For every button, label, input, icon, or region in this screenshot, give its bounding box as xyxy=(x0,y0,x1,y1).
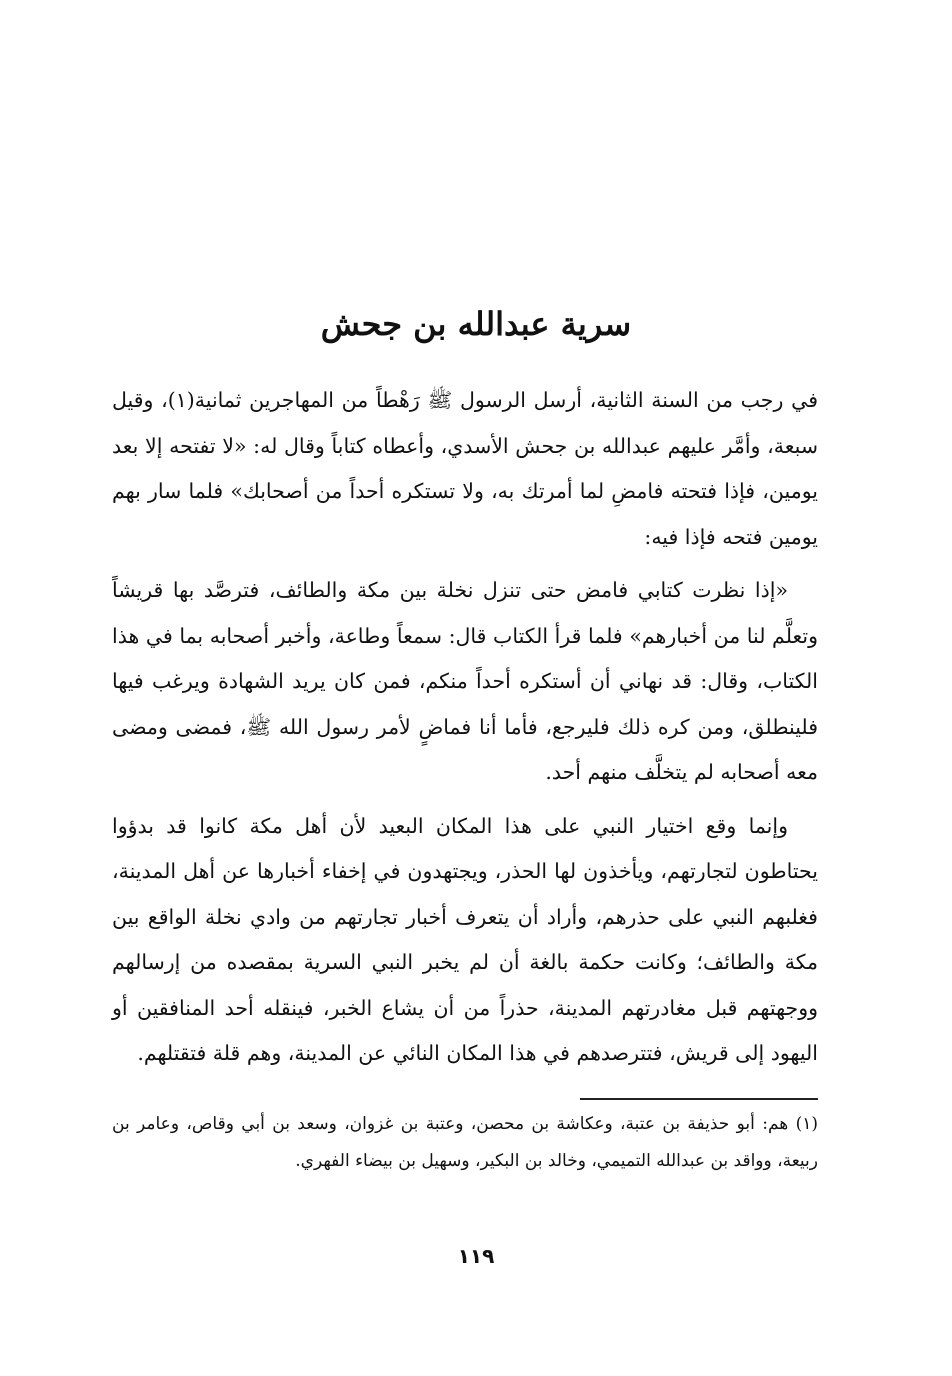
body-text xyxy=(112,378,818,1077)
footnote: (١) هم: أبو حذيفة بن عتبة، وعكاشة بن محصن، وعتبة بن غزوان، وسعد بن أبي وقاص، وعامر بن ربيعة، وواقد بن عبدالله التميمي، وخالد بن البكير، وسهيل بن بيضاء الفهري. xyxy=(112,1114,818,1171)
footnote-divider xyxy=(580,1098,818,1100)
page-number: ١١٩ xyxy=(457,1244,495,1268)
paragraph-1: في رجب من السنة الثانية، أرسل الرسول ﷺ رَهْطاً من المهاجرين ثمانية(١)، وقيل سبعة، وأمَّر عليهم عبدالله بن جحش الأسدي، وأعطاه كتاباً وقال له: «لا تفتحه إلا بعد يومين، فإذا فتحته فامضِ لما أمرتك به، ولا تستكره أحداً من أصحابك» فلما سار بهم يومين فتحه فإذا فيه: xyxy=(112,388,818,549)
paragraph-3: وإنما وقع اختيار النبي على هذا المكان البعيد لأن أهل مكة كانوا قد بدؤوا يحتاطون لتجارتهم، ويأخذون لها الحذر، ويجتهدون في إخفاء أخبارها عن أهل المدينة، فغلبهم النبي على حذرهم، وأراد أن يتعرف أخبار تجارتهم من وادي نخلة الواقع بين مكة والطائف؛ وكانت حكمة بالغة أن لم يخبر النبي السرية بمقصده من إرسالهم ووجهتهم قبل مغادرتهم المدينة، حذراً من أن يشاع الخبر، فينقله أحد المنافقين أو اليهود إلى قريش، فتترصدهم في هذا المكان النائي عن المدينة، وهم قلة فتقتلهم. xyxy=(112,813,818,1065)
paragraph-2: «إذا نظرت كتابي فامض حتى تنزل نخلة بين مكة والطائف، فترصَّد بها قريشاً وتعلَّم لنا من أخبارهم» فلما قرأ الكتاب قال: سمعاً وطاعة، وأخبر أصحابه بما في هذا الكتاب، وقال: قد نهاني أن أستكره أحداً منكم، فمن كان يريد الشهادة ويرغب فيها فلينطلق، ومن كره ذلك فليرجع، فأما أنا فماضٍ لأمر رسول الله ﷺ، فمضى ومضى معه أصحابه لم يتخلَّف منهم أحد. xyxy=(112,578,818,784)
chapter-title: سرية عبدالله بن جحش xyxy=(320,305,632,343)
